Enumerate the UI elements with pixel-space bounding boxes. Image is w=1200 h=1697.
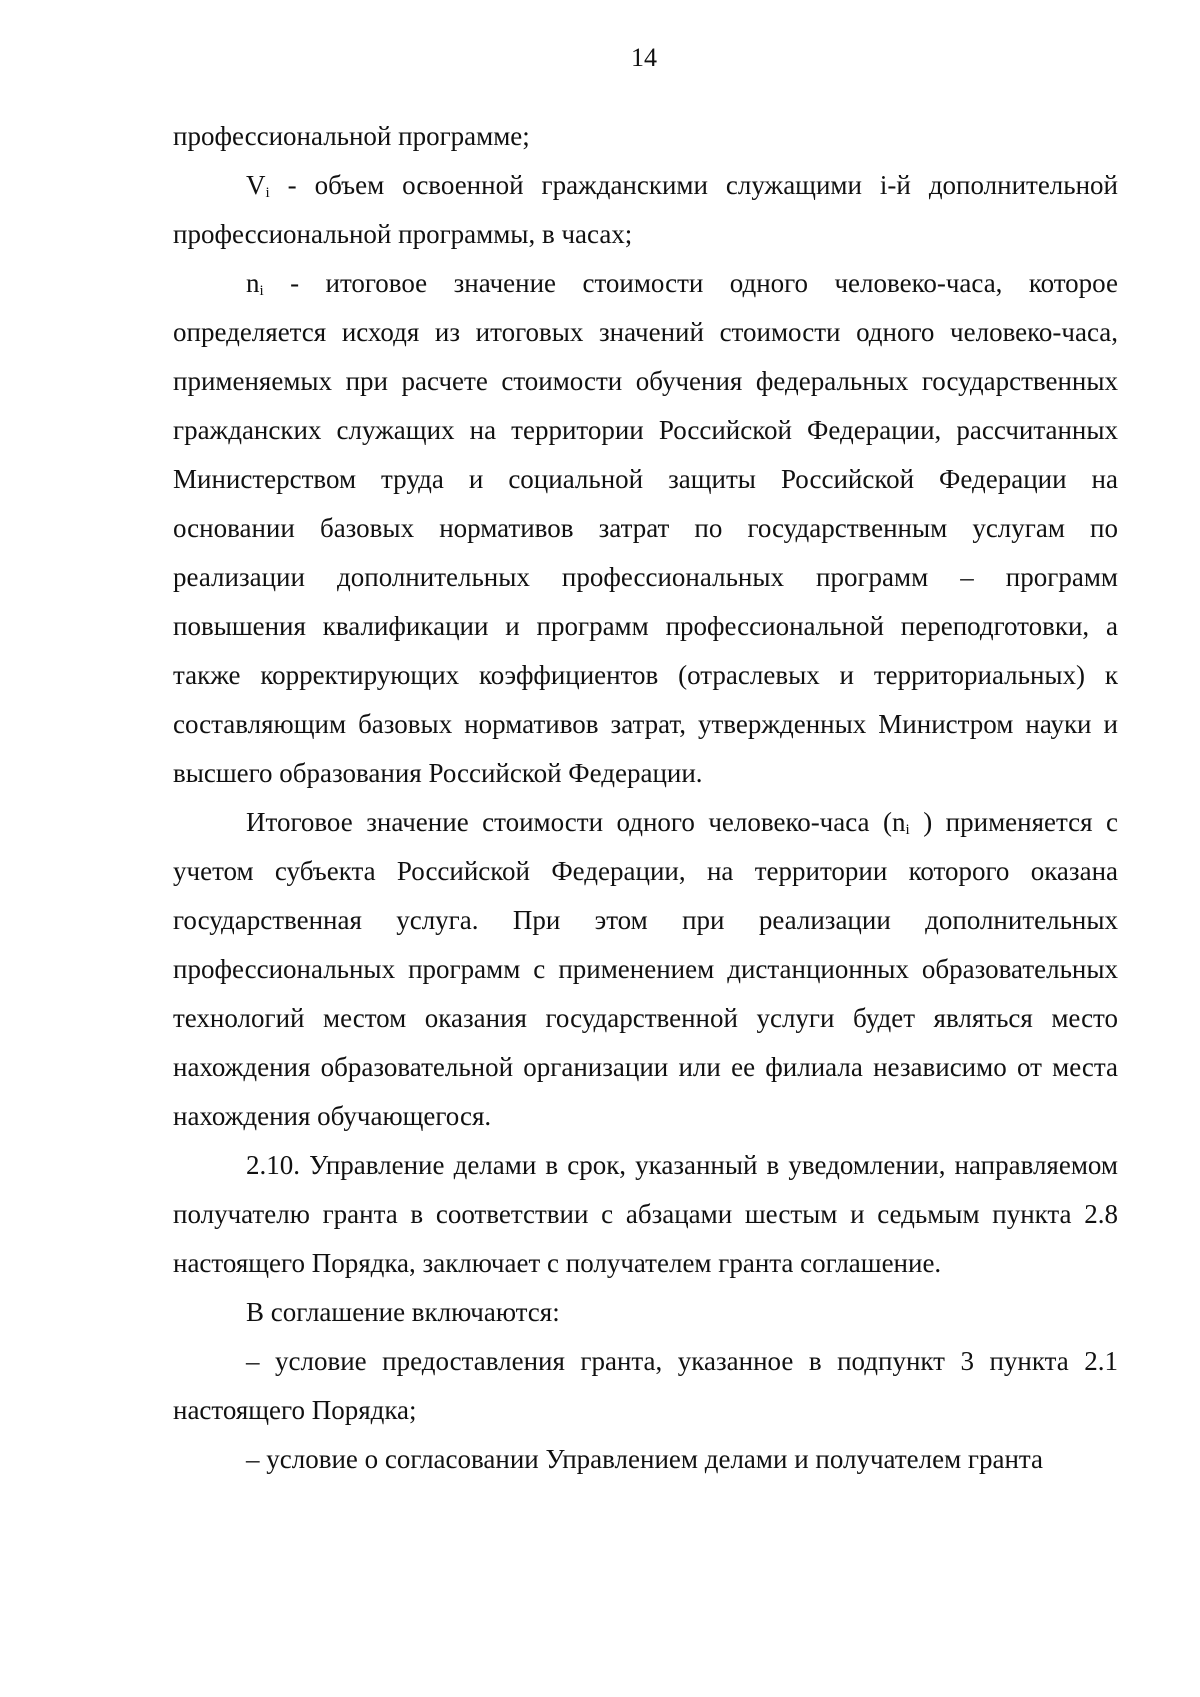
- final-cost-text-start: Итоговое значение стоимости одного человеко-часа (n: [246, 807, 906, 837]
- paragraph-final-cost: [173, 798, 1118, 1141]
- list-item-approval-condition: – условие о согласовании Управлением делами и получателем гранта: [246, 1444, 1044, 1474]
- variable-n-subscript: i: [259, 283, 264, 299]
- paragraph-program-end: профессиональной программе;: [173, 121, 530, 151]
- final-cost-subscript: i: [905, 822, 910, 838]
- paragraph-section-2-10: 2.10. Управление делами в срок, указанный в уведомлении, направляемом получателю гранта в соответствии с абзацами шестым и седьмым пункта 2.8 настоящего Порядка, заключает с получателем гранта соглашение.: [173, 1150, 1118, 1278]
- variable-n: n: [246, 268, 260, 298]
- cost-definition-text: - итоговое значение стоимости одного человеко-часа, которое определяется исходя из итоговых значений стоимости одного человеко-часа, применяемых при расчете стоимости обучения федеральных государственных гражданских служащих на территории Российской Федерации, рассчитанных Министерством труда и социальной защиты Российской Федерации на основании базовых нормативов затрат по государственным услугам по реализации дополнительных профессиональных программ – программ повышения квалификации и программ профессиональной переподготовки, а также корректирующих коэффициентов (отраслевых и территориальных) к составляющим базовых нормативов затрат, утвержденных Министром науки и высшего образования Российской Федерации.: [173, 268, 1118, 788]
- variable-v-subscript: i: [265, 185, 270, 201]
- paragraph-agreement-includes: В соглашение включаются:: [246, 1297, 560, 1327]
- paragraph-cost-definition: [173, 259, 1118, 798]
- volume-definition-text: - объем освоенной гражданскими служащими i-й дополнительной профессиональной программы, в часах;: [173, 170, 1118, 249]
- document-body: [173, 112, 1118, 1484]
- variable-v: V: [246, 170, 266, 200]
- paragraph-volume-definition: [173, 161, 1118, 259]
- page-number: 14: [631, 43, 657, 72]
- final-cost-text-end: ) применяется с учетом субъекта Российской Федерации, на территории которого оказана государственная услуга. При этом при реализации дополнительных профессиональных программ с применением дистанционных образовательных технологий местом оказания государственной услуги будет являться место нахождения образовательной организации или ее филиала независимо от места нахождения обучающегося.: [173, 807, 1119, 1131]
- list-item-grant-condition: – условие предоставления гранта, указанное в подпункт 3 пункта 2.1 настоящего Порядка;: [173, 1346, 1118, 1425]
